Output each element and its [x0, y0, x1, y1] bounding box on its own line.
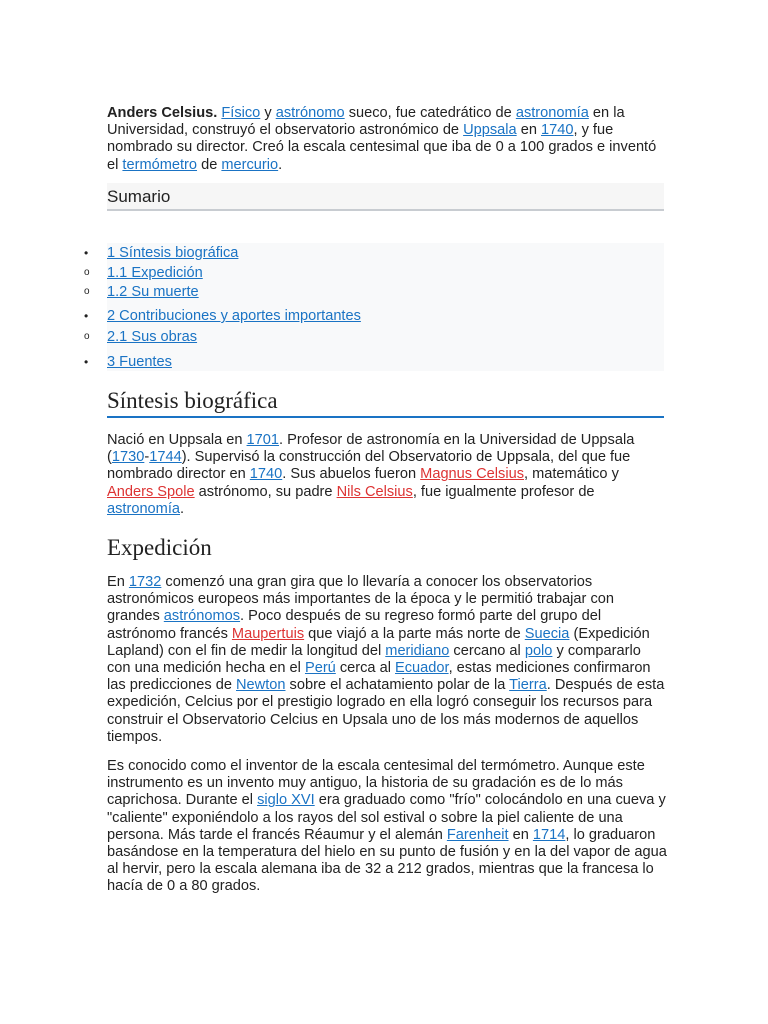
toc-list	[107, 243, 664, 371]
sintesis-text: , matemático y	[524, 466, 619, 483]
sintesis-paragraph	[107, 432, 667, 518]
toc-bullet: •	[84, 246, 89, 260]
link-siglo-xvi[interactable]: siglo XVI	[257, 792, 315, 809]
link-ecuador[interactable]: Ecuador	[395, 660, 449, 677]
intro-paragraph	[107, 105, 667, 174]
link-tierra[interactable]: Tierra	[509, 677, 547, 694]
link-1714[interactable]: 1714	[532, 826, 566, 843]
link-mercurio[interactable]: mercurio	[221, 156, 279, 173]
toc-item-expedicion[interactable]: 1.1 Expedición	[107, 265, 203, 281]
toc-bullet: o	[84, 331, 90, 342]
link-1732[interactable]: 1732	[128, 574, 162, 590]
toc-item-fuentes[interactable]: 3 Fuentes	[107, 354, 172, 370]
toc-item-contribuciones[interactable]: 2 Contribuciones y aportes importantes	[107, 308, 361, 324]
expedicion-text: sobre el achatamiento polar de la	[285, 677, 510, 694]
link-suecia[interactable]: Suecia	[524, 625, 570, 642]
link-astronomos[interactable]: astrónomos	[163, 608, 241, 625]
expedicion-text: cerca al	[335, 660, 396, 677]
expedicion-text: cercano al	[449, 642, 525, 659]
link-newton[interactable]: Newton	[236, 677, 286, 694]
link-nils-celsius[interactable]: Nils Celsius	[336, 483, 413, 500]
link-farenheit[interactable]: Farenheit	[446, 826, 509, 843]
expedicion-text: , estas mediciones confirmaron las predicciones de	[107, 660, 651, 694]
link-fisico[interactable]: Físico	[221, 105, 261, 121]
toc-bullet: o	[84, 286, 90, 297]
link-1744[interactable]: 1744	[149, 449, 182, 466]
expedicion-text: . Después de esta expedición, Celcius por el prestigio logrado en ella logró conseguir los recursos para construir el Observatorio Celcius en Upsala uno de los más modernos de aquellos tiempos.	[107, 677, 665, 745]
expedicion-text: En	[107, 574, 129, 590]
sintesis-text: , fue igualmente profesor de	[412, 483, 595, 500]
intro-text: de	[197, 156, 222, 173]
intro-text: en	[516, 122, 541, 139]
expedicion-text: comenzó una gran gira que lo llevaría a conocer los observatorios astronómicos europeos más importantes de la época y le permitió trabajar con grandes	[107, 574, 614, 625]
expedicion-paragraph-2	[107, 758, 667, 896]
link-uppsala[interactable]: Uppsala	[463, 122, 517, 139]
intro-text: , y fue nombrado su director. Creó la escala centesimal que iba de 0 a 100 grados e inventó el	[107, 122, 657, 173]
sintesis-text: . Sus abuelos fueron	[282, 466, 421, 483]
toc-item-su-muerte[interactable]: 1.2 Su muerte	[107, 284, 199, 300]
link-1740[interactable]: 1740	[541, 122, 574, 139]
intro-text: sueco, fue catedrático de	[344, 105, 516, 121]
expedicion-text: en	[508, 826, 533, 843]
expedicion-text: (Expedición Lapland) con el fin de medir la longitud del	[107, 625, 650, 659]
link-anders-spole[interactable]: Anders Spole	[107, 483, 195, 500]
link-1740[interactable]: 1740	[249, 466, 283, 483]
sintesis-text: ). Supervisó la construcción del Observatorio de Uppsala, del que fue nombrado director en	[107, 449, 631, 483]
expedicion-text: . Poco después de su regreso formó parte del grupo del astrónomo francés	[107, 608, 602, 642]
toc-header-bar	[107, 183, 664, 211]
link-1701[interactable]: 1701	[246, 432, 280, 448]
intro-text: y	[260, 105, 276, 121]
link-meridiano[interactable]: meridiano	[385, 642, 450, 659]
expedicion-text: , lo graduaron basándose en la temperatura del hielo en su punto de fusión y en la del vapor de agua al hervir, pero la escala alemana iba de 32 a 212 grados, mientras que la francesa lo hacía de 0 a 80 grados.	[107, 826, 667, 895]
intro-text: .	[278, 156, 283, 173]
toc-bullet: o	[84, 267, 90, 278]
sintesis-text: Nació en Uppsala en	[107, 432, 247, 448]
intro-text: en la Universidad, construyó el observatorio astronómico de	[107, 105, 625, 139]
link-termometro[interactable]: termómetro	[122, 156, 198, 173]
intro-name: Anders Celsius.	[107, 105, 218, 121]
toc-item-sintesis[interactable]: 1 Síntesis biográfica	[107, 245, 239, 261]
sintesis-text: -	[144, 449, 150, 466]
toc-bullet: •	[84, 309, 89, 323]
heading-expedicion: Expedición	[107, 535, 212, 560]
link-astronomia[interactable]: astronomía	[515, 105, 589, 121]
sintesis-text: . Profesor de astronomía en la Universidad de Uppsala (	[107, 432, 635, 466]
link-1730[interactable]: 1730	[111, 449, 145, 466]
toc-title: Sumario	[107, 187, 171, 206]
link-polo[interactable]: polo	[524, 642, 553, 659]
heading-sintesis: Síntesis biográfica	[107, 388, 664, 418]
expedicion-text: y compararlo con una medición hecha en el	[107, 642, 641, 677]
link-magnus-celsius[interactable]: Magnus Celsius	[420, 466, 524, 483]
expedicion-text: era graduado como "frío" colocándolo en una cueva y "caliente" exponiéndolo a los rayos del sol estival o sobre la piel caliente de una persona. Más tarde el francés Réaumur y el alemán	[107, 792, 666, 843]
expedicion-text: que viajó a la parte más norte de	[304, 625, 525, 642]
expedicion-text: Es conocido como el inventor de la escala centesimal del termómetro. Aunque este instrumento es un invento muy antiguo, la historia de su gradación es de lo más caprichosa. Durante el	[107, 758, 645, 809]
sintesis-text: .	[180, 500, 185, 517]
link-astronomia[interactable]: astronomía	[107, 500, 181, 517]
sintesis-text: astrónomo, su padre	[194, 483, 337, 500]
toc-bullet: •	[84, 355, 89, 369]
expedicion-paragraph-1	[107, 574, 667, 746]
link-peru[interactable]: Perú	[304, 660, 336, 677]
link-astronomo[interactable]: astrónomo	[275, 105, 345, 121]
link-maupertuis[interactable]: Maupertuis	[231, 625, 305, 642]
toc-item-sus-obras[interactable]: 2.1 Sus obras	[107, 329, 198, 345]
